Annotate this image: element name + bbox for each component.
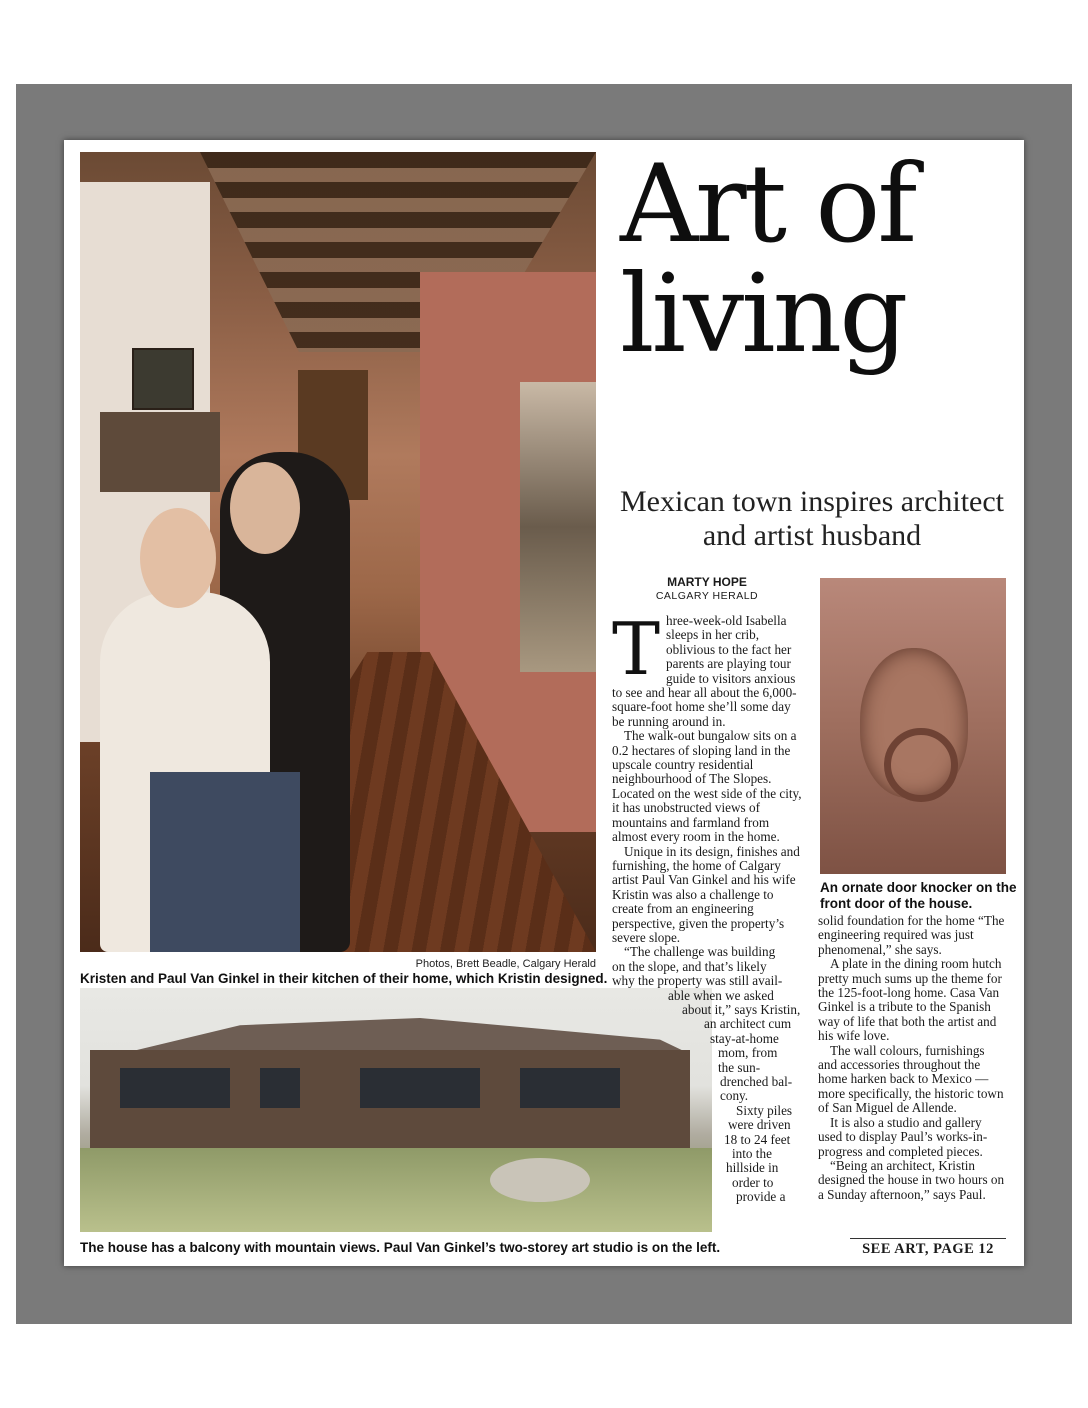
photo-man-head — [230, 462, 300, 554]
photo-credit: Photos, Brett Beadle, Calgary Herald — [415, 958, 596, 970]
article-column-2 — [818, 914, 1006, 1202]
photo-house-window — [360, 1068, 480, 1108]
article-column-1 — [612, 607, 802, 1205]
photo-house-window — [520, 1068, 620, 1108]
article-paragraph: “Being an architect, Kristin designed the house in two hours on a Sunday afternoon,” says Paul. — [818, 1157, 1005, 1202]
byline-org: CALGARY HERALD — [655, 590, 759, 602]
photo-wall-art — [132, 348, 194, 410]
photo-house-roof — [90, 1018, 690, 1054]
byline-name: MARTY HOPE — [667, 575, 747, 589]
door-knocker-photo — [820, 578, 1006, 874]
photo-house-window — [120, 1068, 230, 1108]
photo-woman-head — [140, 508, 216, 608]
photo-house-window — [260, 1068, 300, 1108]
article-paragraph: Unique in its design, finishes and furnishing, the home of Calgary artist Paul Van Ginkel and his wife Kristin was also a challenge to create from an engineering perspective, given the property’s severe slope. — [612, 843, 800, 945]
hallway-photo — [80, 152, 596, 952]
article-paragraph-wrapped: “The challenge was building on the slope, and that’s likely why the property was still avail- able when we asked about it,” says Kristin, an architect cum stay-at-home mom, from the sun- drenched bal- cony. Sixty piles were driven 18 to 24 feet into the hillside in order to provide a — [612, 944, 801, 1205]
photo-rock — [490, 1158, 590, 1202]
headline: Art of living — [620, 142, 915, 377]
subheadline: Mexican town inspires architect and artist husband — [619, 485, 1005, 552]
article-paragraph: It is also a studio and gallery used to display Paul’s works-in-progress and completed pieces. — [818, 1114, 988, 1159]
newspaper-page — [64, 140, 1024, 1266]
article-paragraph: A plate in the dining room hutch pretty much sums up the theme for the 125-foot-long home. Casa Van Ginkel is a tribute to the Spanish way of life that both the artist and his wife love. — [818, 956, 1002, 1044]
drop-cap: T — [612, 607, 661, 691]
main-photo-caption: Kristen and Paul Van Ginkel in their kitchen of their home, which Kristin designed. — [80, 971, 608, 986]
article-paragraph: Three-week-old Isabella sleeps in her crib, oblivious to the fact her parents are playing tour guide to visitors anxious to see and hear all about the 6,000-square-foot home she’ll some day be running around in. — [612, 607, 797, 729]
jump-line: SEE ART, PAGE 12 — [850, 1238, 1006, 1258]
photo-jeans — [150, 772, 300, 952]
photo-fireplace — [100, 412, 220, 492]
knocker-caption: An ornate door knocker on the front door of the house. — [820, 880, 1017, 911]
house-photo-caption: The house has a balcony with mountain views. Paul Van Ginkel’s two-storey art studio is on the left. — [80, 1240, 721, 1255]
article-paragraph: The wall colours, furnishings and accessories throughout the home harken back to Mexico — more specifically, the historic town of San Miguel de Allende. — [818, 1042, 1004, 1116]
photo-horse-painting — [520, 382, 596, 672]
photo-knocker-ring — [884, 728, 958, 802]
article-paragraph: solid foundation for the home “The engineering required was just phenomenal,” she says. — [818, 913, 1005, 957]
byline — [612, 575, 802, 603]
article-paragraph: The walk-out bungalow sits on a 0.2 hectares of sloping land in the upscale country residential neighbourhood of The Slopes. Located on the west side of the city, it has unobstructed views of mountains and farmland from almost every room in the home. — [612, 728, 802, 845]
